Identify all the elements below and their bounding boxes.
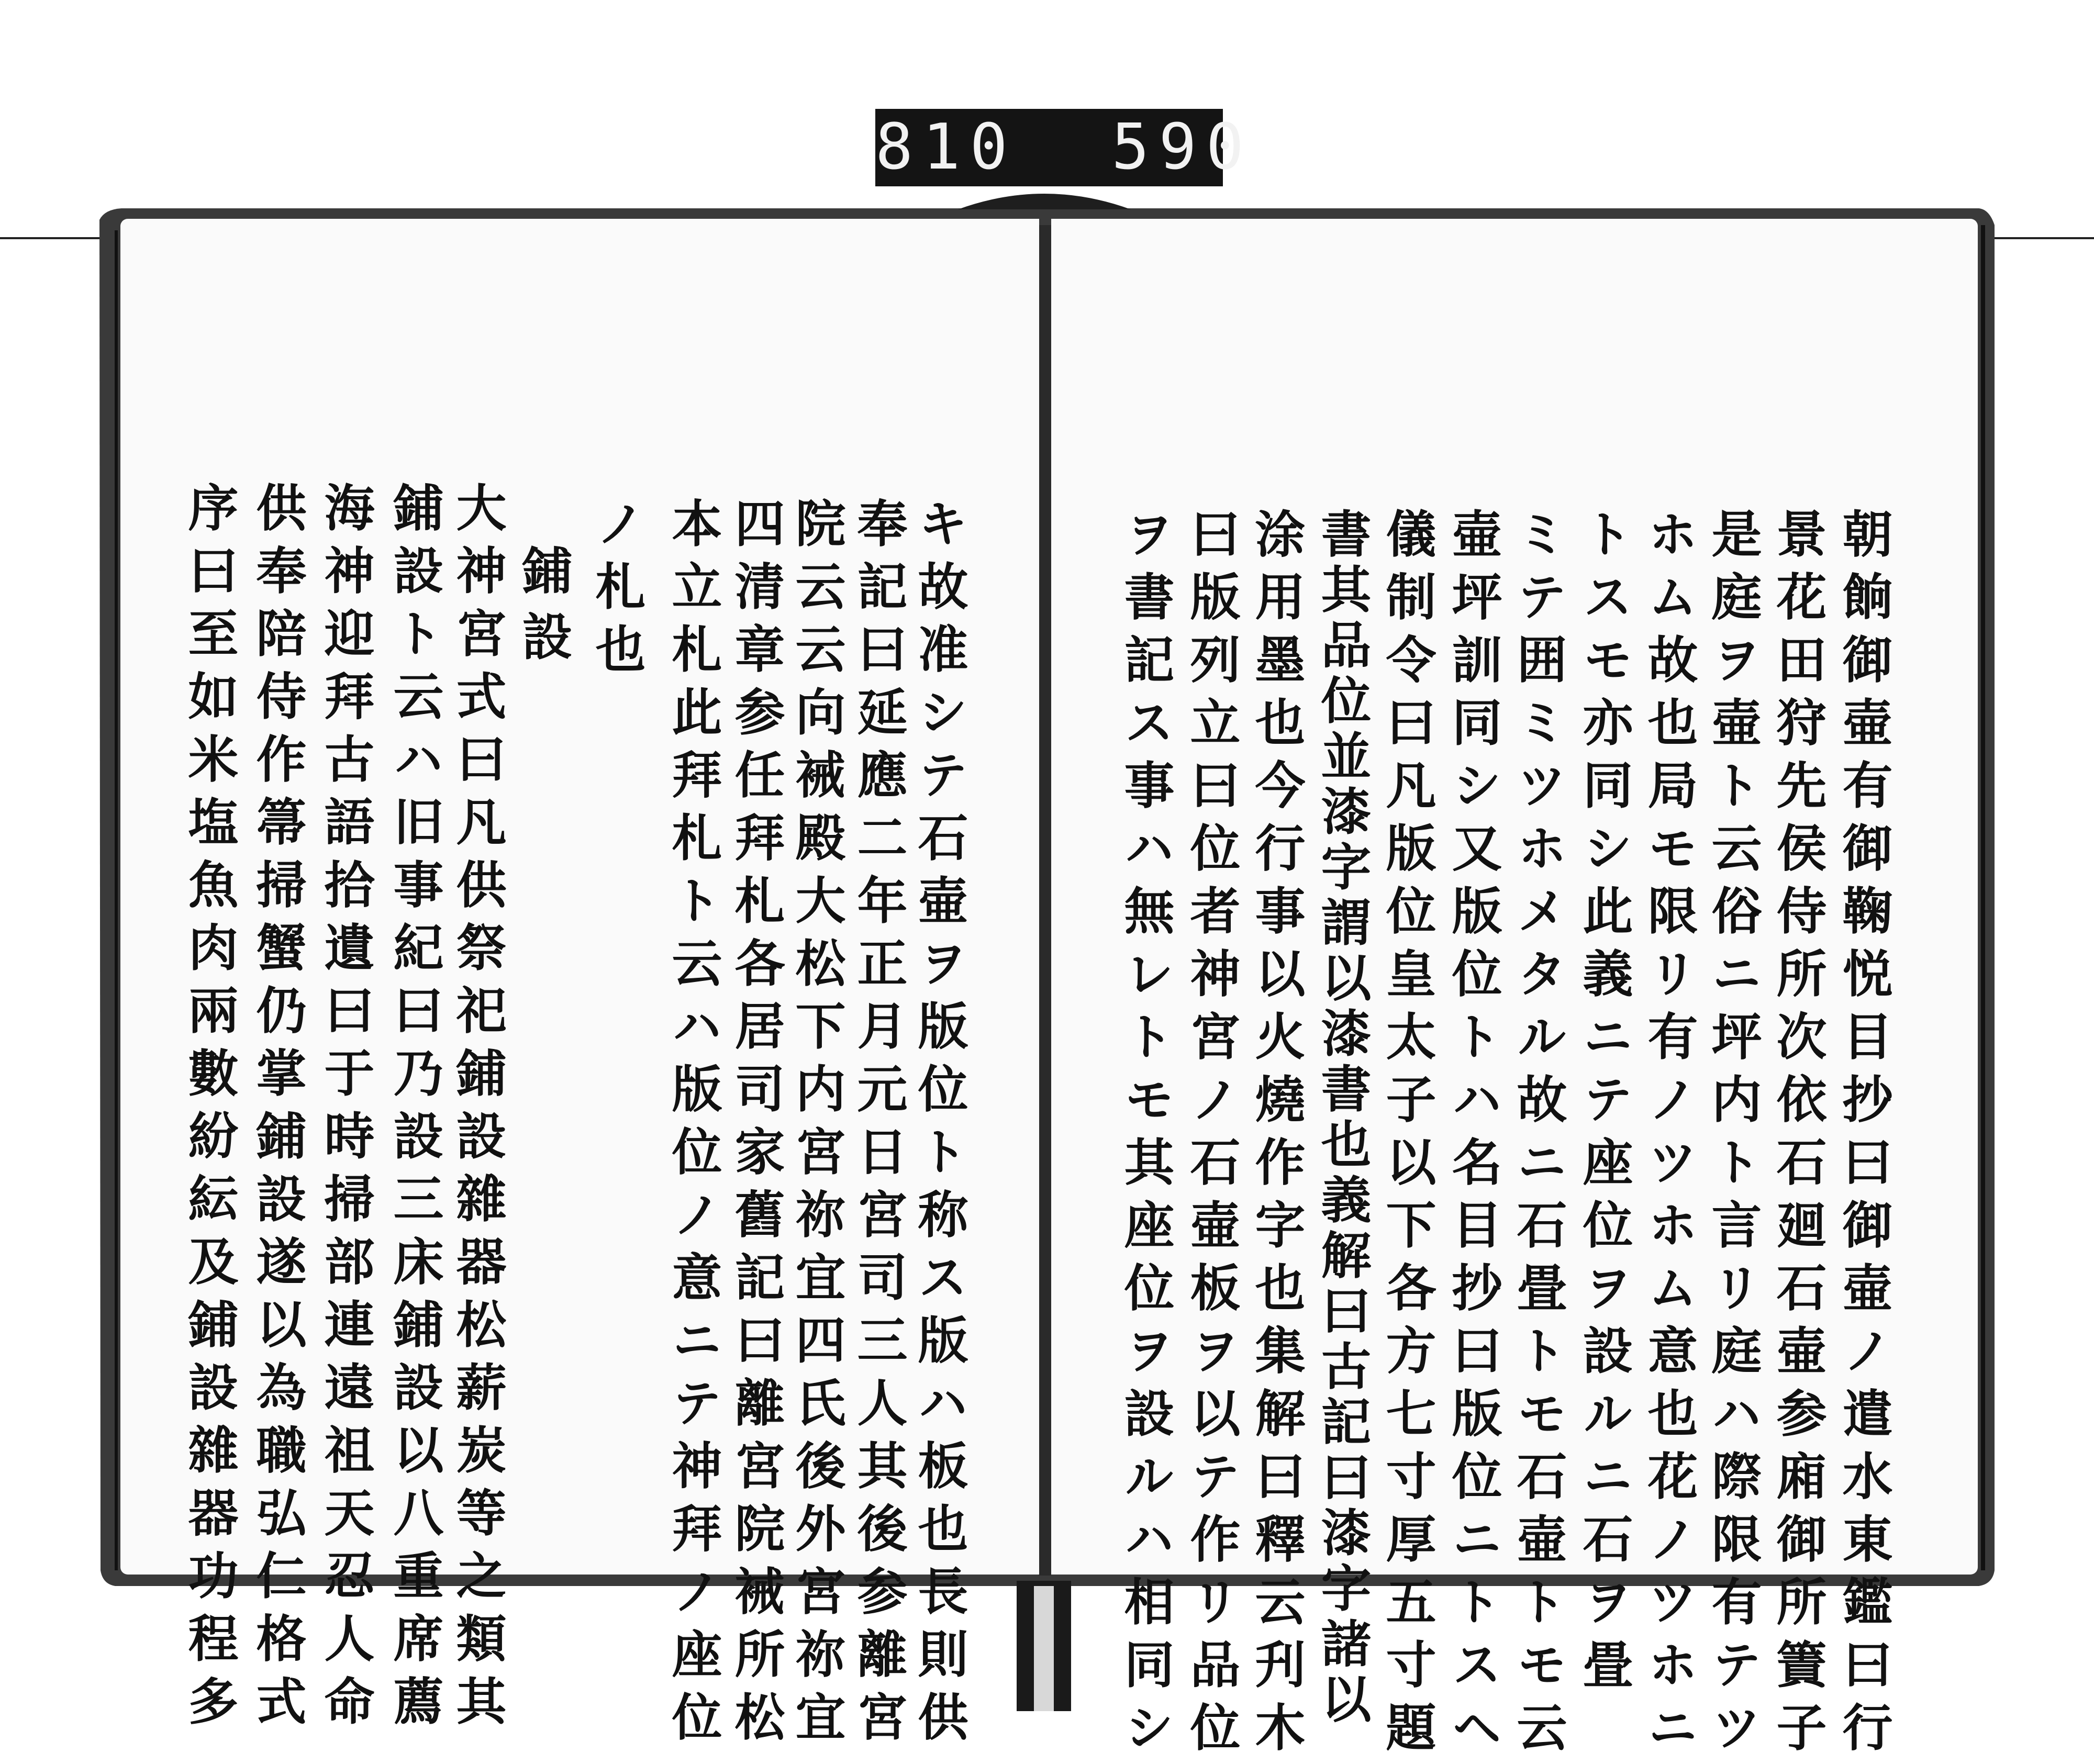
left-column-9: 鋪設ト云ハ旧事紀曰乃設三床鋪設以八重席薦 xyxy=(385,482,444,1738)
right-column-2: 景花田狩先侯侍所次依石廻石壷参廂御所簀子 xyxy=(1768,508,1828,1764)
right-column-9: 書其品位並漆字謂以漆書也義解曰古記曰漆字諸以 xyxy=(1313,508,1372,1728)
right-column-7: 壷坪訓同シ又版位トハ名目抄曰版位ニトスヘ xyxy=(1444,508,1503,1764)
right-column-10: 涂用墨也今行事以火燒作字也集解曰釋云刋木 xyxy=(1247,508,1306,1764)
right-column-1: 朝餉御壷有御鞠悦目抄曰御壷ノ遣水東鑑曰行 xyxy=(1834,508,1893,1764)
left-column-12: 序曰至如米塩魚肉兩數紛紜及鋪設雜器功程多 xyxy=(180,482,239,1738)
scan-label: 810 590 xyxy=(875,111,1253,184)
right-column-8: 儀制令曰凡版位皇太子以下各方七寸厚五寸題 xyxy=(1378,508,1437,1764)
left-column-10: 海神迎拜古語拾遺曰于時掃部連遠祖天忍人命 xyxy=(316,482,375,1738)
binding-post-highlight xyxy=(1034,1586,1054,1711)
left-column-3: 院云云向裓殿大松下内宮祢宜四氏後外宮祢宜 xyxy=(787,497,846,1754)
right-column-3: 是庭ヲ壷ト云俗ニ坪内ト言リ庭ハ際限有テツ xyxy=(1703,508,1763,1764)
right-column-5: トスモ亦同シ此義ニテ座位ヲ設ルニ石ヲ畳 xyxy=(1575,508,1634,1701)
right-column-4: ホム故也局モ限リ有ノツホム意也花ノツホニ xyxy=(1640,508,1699,1764)
left-column-11: 供奉陪侍作箒掃蟹仍掌鋪設遂以為職弘仁格式 xyxy=(248,482,307,1738)
right-column-11: 曰版列立曰位者神宮ノ石壷板ヲ以テ作リ品位 xyxy=(1182,508,1241,1764)
gutter-shadow xyxy=(958,194,1131,209)
right-column-12: ヲ書記ス事ハ無レトモ其座位ヲ設ルハ相同シ xyxy=(1116,508,1175,1764)
left-column-8: 大神宮式曰凡供祭祀鋪設雜器松薪炭等之類其 xyxy=(448,482,507,1738)
left-column-1: キ故准シテ石壷ヲ版位ト称ス版ハ板也長則供 xyxy=(910,497,969,1754)
left-column-4: 四清章参任拜札各居司家舊記曰離宮院裓所松 xyxy=(727,497,786,1754)
right-column-6: ミテ囲ミツホメタル故ニ石畳トモ石壷トモ云 xyxy=(1509,508,1568,1764)
left-column-2: 奉記曰延應二年正月元日宮司三人其後参離宮 xyxy=(849,497,908,1754)
left-column-6: ノ札也 xyxy=(587,497,647,686)
left-column-5: 本立札此拜札ト云ハ版位ノ意ニテ神拜ノ座位 xyxy=(664,497,723,1754)
binding-gutter xyxy=(1039,225,1051,1576)
section-heading: 鋪設 xyxy=(514,544,573,676)
